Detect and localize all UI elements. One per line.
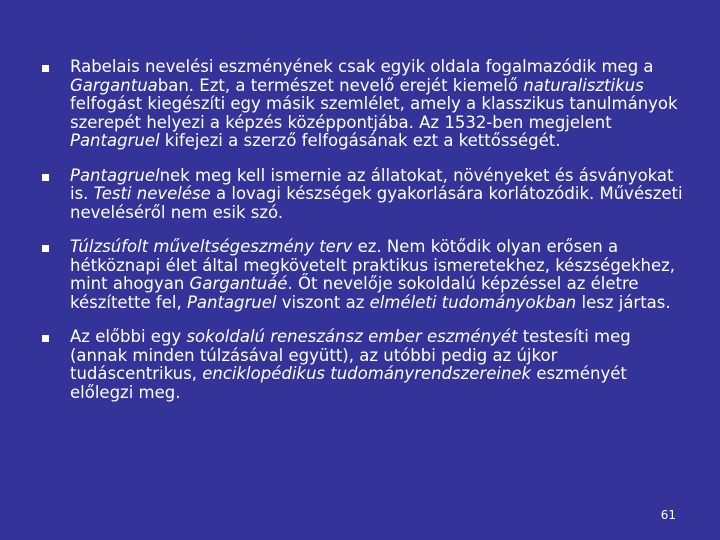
italic-text: Pantagruel [70,165,160,185]
square-bullet-icon [42,174,49,181]
italic-text: Gargantua [70,75,158,95]
body-text: testesíti meg (annak minden túlzásával együtt), az utóbbi pedig az újkor tudáscentrikus, [70,327,631,383]
italic-text: Túlzsúfolt műveltségeszmény terv [70,237,353,256]
body-text: viszont az [276,292,370,312]
body-text: Az előbbi egy [70,327,187,346]
page-number: 61 [660,508,676,522]
bullet-list [38,58,688,418]
bullet-item [38,328,688,402]
bullet-item [38,58,688,151]
body-text: kifejezi a szerző felfogásának ezt a kettősségét. [159,131,561,150]
body-text: eszményét előlegzi meg. [70,364,627,402]
body-text: . Őt nevelője sokoldalú képzéssel az életre készítette fel, [70,274,639,312]
italic-text: sokoldalú reneszánsz ember eszményét [186,327,518,346]
italic-text: Gargantuáé [189,274,288,293]
body-text: nek meg kell ismernie az állatokat, növényeket és ásványokat is. [70,165,674,203]
body-text: Rabelais nevelési eszményének csak egyik oldala fogalmazódik meg a [70,57,654,76]
body-text: ban. Ezt, a természet nevelő erejét kiemelő [157,75,524,95]
body-text: felfogást kiegészíti egy másik szemlélet, amely a klasszikus tanulmányok szerepét helyezi a képzés középpontjába. Az 1532-ben megjelent [70,94,678,132]
square-bullet-icon [42,245,49,252]
body-text: a lovagi készségek gyakorlására korlátozódik. Művészeti neveléséről nem esik szó. [70,184,683,222]
square-bullet-icon [42,335,49,342]
italic-text: enciklopédikus tudományrendszereinek [202,364,532,383]
italic-text: Pantagruel [70,131,160,150]
bullet-item [38,167,688,223]
italic-text: Pantagruel [186,292,277,312]
square-bullet-icon [42,65,49,72]
body-text: ez. Nem kötődik olyan erősen a hétköznapi élet által megkövetelt praktikus ismeretekhez, készségekhez, mint ahogyan [70,237,676,293]
italic-text: naturalisztikus [523,75,644,95]
italic-text: elméleti tudományokban [369,292,577,312]
body-text: lesz jártas. [576,292,671,312]
italic-text: Testi nevelése [93,184,211,203]
bullet-item [38,238,688,312]
